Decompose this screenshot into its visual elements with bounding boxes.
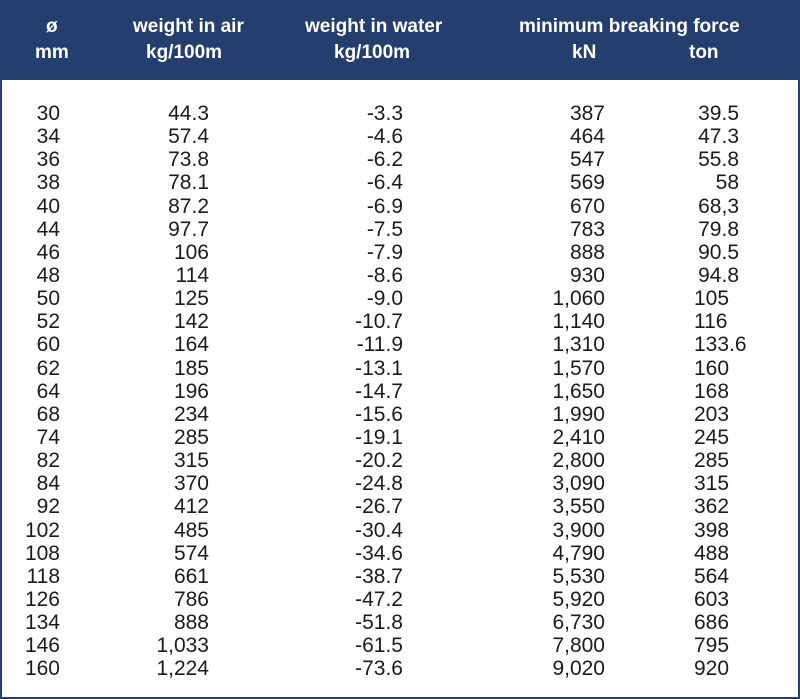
cell-weight-air: 164 [173, 333, 209, 357]
cell-diameter: 40 [36, 194, 60, 218]
cell-weight-water: -13.1 [355, 356, 403, 380]
cell-weight-water: -11.9 [356, 333, 403, 357]
cell-breaking-ton: 245 [694, 425, 730, 449]
cell-breaking-ton: 795 [694, 634, 730, 658]
cell-weight-water: -47.2 [355, 587, 403, 611]
cell-breaking-ton: 488 [694, 541, 730, 565]
cell-breaking-ton: 116 [694, 310, 728, 334]
cell-breaking-kn: 1,060 [552, 287, 605, 311]
cell-weight-water: -51.8 [355, 611, 403, 635]
table-row [2, 218, 798, 241]
cell-breaking-kn: 1,310 [552, 333, 605, 357]
cell-breaking-ton: 315 [694, 472, 730, 496]
cell-diameter: 118 [26, 564, 60, 588]
table-row [2, 264, 798, 287]
table-row [2, 102, 798, 125]
cell-breaking-ton: 39.5 [698, 102, 739, 125]
cell-breaking-kn: 3,550 [552, 495, 605, 519]
cell-diameter: 84 [36, 472, 60, 496]
header-weight-water-unit: kg/100m [334, 42, 411, 63]
cell-diameter: 46 [36, 240, 60, 264]
cell-weight-air: 412 [173, 495, 209, 519]
cell-weight-air: 44.3 [168, 102, 209, 125]
cell-diameter: 160 [24, 657, 60, 681]
cell-breaking-kn: 6,730 [552, 611, 605, 635]
cell-breaking-ton: 105 [694, 287, 730, 311]
cell-weight-water: -34.6 [355, 541, 403, 565]
cell-weight-air: 185 [173, 356, 209, 380]
cell-diameter: 52 [36, 310, 60, 334]
cell-weight-water: -4.6 [366, 125, 403, 149]
table-row [2, 495, 798, 518]
cell-diameter: 44 [36, 217, 60, 241]
cell-diameter: 50 [36, 287, 60, 311]
cell-breaking-kn: 547 [569, 148, 605, 172]
cell-weight-water: -7.9 [366, 240, 403, 264]
cell-weight-air: 142 [173, 310, 209, 334]
table-row [2, 380, 798, 403]
cell-breaking-kn: 4,790 [552, 541, 605, 565]
cell-breaking-ton: 133.6 [694, 333, 747, 357]
table-row [2, 657, 798, 680]
cell-weight-water: -9.0 [366, 287, 403, 311]
cell-breaking-ton: 55.8 [698, 148, 739, 172]
cell-breaking-kn: 5,920 [552, 587, 605, 611]
cell-breaking-kn: 569 [569, 171, 605, 195]
cell-breaking-kn: 1,990 [552, 402, 605, 426]
cell-breaking-kn: 1,570 [552, 356, 605, 380]
cell-breaking-ton: 90.5 [698, 240, 739, 264]
cell-breaking-ton: 168 [694, 379, 730, 403]
cell-diameter: 146 [24, 634, 60, 658]
table-row [2, 542, 798, 565]
table-row [2, 634, 798, 657]
header-min-breaking-force: minimum breaking force [519, 16, 740, 37]
cell-breaking-kn: 930 [569, 263, 605, 287]
cell-breaking-kn: 783 [569, 217, 605, 241]
cell-weight-water: -19.1 [355, 425, 403, 449]
cell-breaking-ton: 94.8 [698, 263, 739, 287]
cell-weight-air: 888 [173, 611, 209, 635]
cell-weight-water: -7.5 [366, 217, 403, 241]
cell-diameter: 68 [36, 402, 60, 426]
cell-breaking-kn: 888 [569, 240, 605, 264]
cell-breaking-kn: 1,140 [552, 310, 605, 334]
cell-weight-water: -8.6 [366, 263, 403, 287]
cell-breaking-kn: 670 [569, 194, 605, 218]
cell-diameter: 30 [36, 102, 60, 125]
cell-weight-water: -15.6 [355, 402, 403, 426]
cell-breaking-kn: 387 [569, 102, 605, 125]
cell-diameter: 102 [24, 518, 60, 542]
cell-breaking-ton: 285 [694, 449, 730, 473]
cell-diameter: 48 [36, 263, 60, 287]
cell-breaking-kn: 3,090 [552, 472, 605, 496]
table-row [2, 125, 798, 148]
header-weight-air-unit: kg/100m [146, 42, 223, 63]
header-unit-ton: ton [689, 42, 719, 63]
cell-breaking-kn: 5,530 [552, 564, 605, 588]
cell-weight-air: 786 [173, 587, 209, 611]
table-row [2, 333, 798, 356]
cell-weight-air: 78.1 [168, 171, 209, 195]
cell-breaking-ton: 398 [694, 518, 730, 542]
cell-weight-water: -24.8 [355, 472, 403, 496]
cell-breaking-kn: 464 [569, 125, 605, 149]
cell-weight-air: 485 [173, 518, 209, 542]
cell-diameter: 62 [36, 356, 60, 380]
header-unit-kn: kN [572, 42, 597, 63]
cell-weight-water: -26.7 [355, 495, 403, 519]
cell-diameter: 82 [36, 449, 60, 473]
table-row [2, 472, 798, 495]
cell-weight-water: -30.4 [355, 518, 403, 542]
cell-diameter: 64 [36, 379, 60, 403]
table-row [2, 403, 798, 426]
cell-weight-air: 196 [173, 379, 209, 403]
cell-weight-air: 574 [173, 541, 209, 565]
table-row [2, 588, 798, 611]
cell-weight-air: 73.8 [168, 148, 209, 172]
header-diameter: ø [46, 16, 58, 37]
table-row [2, 241, 798, 264]
cell-weight-water: -73.6 [355, 657, 403, 681]
cell-diameter: 92 [36, 495, 60, 519]
table-row [2, 449, 798, 472]
cell-breaking-kn: 2,800 [552, 449, 605, 473]
table-body [2, 102, 798, 681]
cell-weight-water: -14.7 [355, 379, 403, 403]
cell-weight-air: 1,224 [156, 657, 209, 681]
cell-weight-air: 97.7 [168, 217, 209, 241]
cell-diameter: 36 [36, 148, 60, 172]
table-row [2, 171, 798, 194]
cell-weight-air: 370 [173, 472, 209, 496]
cell-breaking-ton: 362 [694, 495, 730, 519]
cell-diameter: 126 [24, 587, 60, 611]
cell-breaking-kn: 2,410 [552, 425, 605, 449]
cell-weight-air: 87.2 [168, 194, 209, 218]
cell-weight-water: -6.2 [366, 148, 403, 172]
cell-breaking-ton: 686 [694, 611, 730, 635]
cell-breaking-ton: 79.8 [698, 217, 739, 241]
cell-weight-water: -6.4 [366, 171, 403, 195]
table-row [2, 565, 798, 588]
table-row [2, 195, 798, 218]
cell-weight-air: 234 [173, 402, 209, 426]
cell-weight-water: -10.7 [355, 310, 403, 334]
cell-weight-water: -38.7 [355, 564, 403, 588]
cell-weight-air: 1,033 [156, 634, 209, 658]
cell-breaking-kn: 3,900 [552, 518, 605, 542]
cell-weight-air: 285 [173, 425, 209, 449]
table-row [2, 519, 798, 542]
table-header [2, 2, 798, 80]
cell-breaking-ton: 564 [694, 564, 730, 588]
table-row [2, 148, 798, 171]
cell-weight-air: 661 [173, 564, 209, 588]
header-weight-water: weight in water [305, 16, 443, 37]
cell-breaking-kn: 1,650 [552, 379, 605, 403]
cell-weight-water: -20.2 [355, 449, 403, 473]
cell-diameter: 74 [36, 425, 60, 449]
cell-weight-air: 57.4 [168, 125, 209, 149]
cell-breaking-ton: 603 [694, 587, 730, 611]
cell-breaking-ton: 160 [694, 356, 730, 380]
table-row [2, 310, 798, 333]
cell-breaking-ton: 47.3 [698, 125, 739, 149]
cell-diameter: 134 [24, 611, 60, 635]
cell-breaking-ton: 68,3 [698, 194, 739, 218]
table-row [2, 357, 798, 380]
cell-weight-water: -61.5 [355, 634, 403, 658]
cell-breaking-ton: 920 [694, 657, 730, 681]
header-diameter-unit: mm [35, 42, 69, 63]
cell-weight-air: 315 [173, 449, 209, 473]
cell-breaking-ton: 58 [715, 171, 739, 195]
cell-weight-air: 106 [173, 240, 209, 264]
cell-diameter: 108 [24, 541, 60, 565]
header-weight-air: weight in air [133, 16, 244, 37]
cell-weight-air: 125 [173, 287, 209, 311]
table-row [2, 426, 798, 449]
cell-weight-water: -6.9 [366, 194, 403, 218]
cell-diameter: 34 [36, 125, 60, 149]
cell-breaking-ton: 203 [694, 402, 730, 426]
cell-breaking-kn: 9,020 [552, 657, 605, 681]
cell-weight-water: -3.3 [366, 102, 403, 125]
table-row [2, 287, 798, 310]
cell-diameter: 60 [36, 333, 60, 357]
cell-diameter: 38 [36, 171, 60, 195]
cell-breaking-kn: 7,800 [552, 634, 605, 658]
cell-weight-air: 114 [175, 263, 209, 287]
table-row [2, 611, 798, 634]
